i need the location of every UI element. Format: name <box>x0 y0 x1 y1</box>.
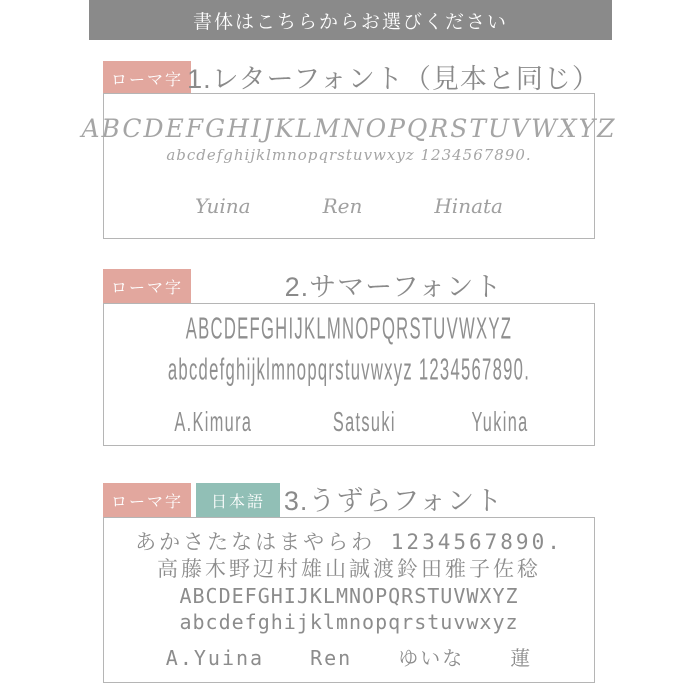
letter-font-uppercase-line: ABCDEFGHIJKLMNOPQRSTUVWXYZ <box>81 114 617 143</box>
summer-font-sample-box <box>103 303 595 446</box>
section2-tags <box>103 269 191 303</box>
letter-font-lowercase-line: abcdefghijklmnopqrstuvwxyz 1234567890. <box>166 146 532 164</box>
name-sample: Yukina <box>471 406 529 438</box>
name-sample: Ren <box>322 194 363 218</box>
romaji-tag: ローマ字 <box>103 269 191 303</box>
name-sample: Satsuki <box>332 406 396 438</box>
name-sample: Hinata <box>434 194 503 218</box>
summer-font-lowercase-line: abcdefghijklmnopqrstuvwxyz 1234567890. <box>167 350 531 387</box>
header-banner <box>89 0 612 40</box>
banner-text: 書体はこちらからお選びください <box>192 11 508 33</box>
section2-header <box>103 269 597 303</box>
name-sample: Ren <box>310 646 353 670</box>
japanese-tag: 日本語 <box>196 483 280 517</box>
romaji-tag: ローマ字 <box>103 483 191 517</box>
uzura-font-kana-line: あかさたなはまやらわ 1234567890. <box>135 530 563 554</box>
letter-font-sample-box <box>81 93 617 239</box>
romaji-tag: ローマ字 <box>103 61 191 95</box>
uzura-font-name-samples <box>166 642 532 671</box>
section1-tags <box>103 61 191 95</box>
letter-font-name-samples <box>195 194 503 218</box>
section2-title: 2.サマーフォント <box>284 271 503 302</box>
uzura-font-lowercase-line: abcdefghijklmnopqrstuvwxyz <box>179 610 519 634</box>
name-sample: A.Kimura <box>174 406 253 438</box>
name-sample: Yuina <box>195 194 251 218</box>
section3-title: 3.うずらフォント <box>283 485 504 516</box>
uzura-font-sample-box <box>103 517 595 683</box>
name-sample: 蓮 <box>510 646 533 670</box>
uzura-font-uppercase-line: ABCDEFGHIJKLMNOPQRSTUVWXYZ <box>179 584 519 608</box>
uzura-font-kanji-line: 高藤木野辺村雄山誠渡鈴田雅子佐稔 <box>157 557 541 581</box>
section1-header <box>103 61 600 95</box>
name-sample: ゆいな <box>398 646 465 670</box>
summer-font-uppercase-line: ABCDEFGHIJKLMNOPQRSTUVWXYZ <box>185 309 513 346</box>
section1-title: 1.レターフォント（見本と同じ） <box>187 63 600 94</box>
section3-header <box>103 483 597 517</box>
name-sample: A.Yuina <box>165 646 265 670</box>
summer-font-name-samples <box>104 406 594 438</box>
